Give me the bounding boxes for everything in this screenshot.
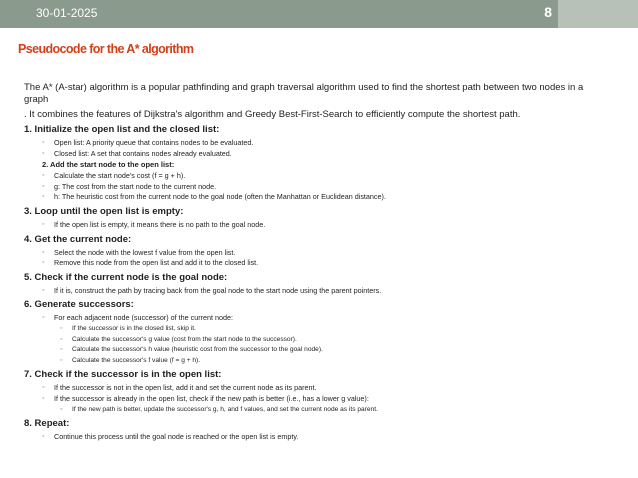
bullet-icon: ◦	[42, 149, 45, 157]
intro-line: The A* (A-star) algorithm is a popular pathfinding and graph traversal algorithm used to find the shortest path between two nodes in a	[24, 82, 584, 93]
slide-body	[24, 82, 584, 443]
sub-step-heading: 2. Add the start node to the open list:	[42, 160, 175, 170]
sub-bullet-item	[24, 405, 584, 416]
bullet-text: If the new path is better, update the successor's g, h, and f values, and set the current node as its parent.	[72, 405, 378, 413]
intro-line: graph	[24, 94, 49, 105]
sub-bullet-item	[24, 345, 584, 356]
bullet-text: If the successor is not in the open list, add it and set the current node as its parent.	[54, 383, 317, 393]
intro-line: . It combines the features of Dijkstra's algorithm and Greedy Best-First-Search to efficiently compute the shortest path.	[24, 109, 521, 120]
bullet-icon: ◦	[42, 314, 45, 322]
bullet-item	[24, 286, 584, 297]
step-heading: 5. Check if the current node is the goal node:	[24, 271, 228, 283]
steps-list	[24, 124, 584, 443]
bullet-icon: ◦	[42, 139, 45, 146]
bullet-item	[24, 383, 584, 394]
bullet-text: Calculate the start node's cost (f = g + h).	[54, 171, 186, 181]
bullet-text: Remove this node from the open list and add it to the closed list.	[54, 258, 259, 268]
bullet-item	[24, 182, 584, 193]
sub-bullet-item	[24, 356, 584, 367]
bullet-icon: ◦	[42, 259, 45, 267]
bullet-text: If it is, construct the path by tracing back from the goal node to the start node using the parent pointers.	[54, 285, 382, 295]
bullet-icon: ◦	[60, 405, 63, 413]
bullet-item	[24, 171, 584, 182]
bullet-icon: ◦	[42, 394, 45, 402]
step-heading: 7. Check if the successor is in the open list:	[24, 369, 222, 381]
bullet-icon: ◦	[42, 433, 45, 441]
bullet-icon: ◦	[60, 335, 63, 343]
bullet-text: Select the node with the lowest f value from the open list.	[54, 247, 236, 257]
bullet-item	[24, 394, 584, 405]
header-accent-strip	[558, 0, 638, 28]
sub-bullet-item	[24, 324, 584, 335]
sub-bullet-item	[24, 335, 584, 346]
bullet-icon: ◦	[60, 356, 63, 364]
bullet-item	[24, 248, 584, 259]
bullet-icon: ◦	[42, 193, 45, 201]
step-heading: 4. Get the current node:	[24, 233, 132, 245]
bullet-text: h: The heuristic cost from the current node to the goal node (often the Manhattan or Euclidean distance).	[54, 192, 386, 202]
bullet-icon: ◦	[42, 248, 45, 256]
bullet-icon: ◦	[42, 286, 45, 294]
step-heading: 1. Initialize the open list and the closed list:	[24, 124, 220, 135]
bullet-item	[24, 432, 584, 443]
bullet-item	[24, 313, 584, 324]
bullet-text: If the successor is in the closed list, skip it.	[72, 324, 196, 332]
bullet-text: For each adjacent node (successor) of the current node:	[54, 313, 233, 323]
page-number: 8	[544, 4, 552, 20]
bullet-text: If the successor is already in the open list, check if the new path is better (i.e., has a lower g value):	[54, 393, 369, 403]
bullet-icon: ◦	[42, 172, 45, 180]
bullet-text: Calculate the successor's g value (cost from the start node to the successor).	[72, 335, 297, 343]
bullet-icon: ◦	[60, 324, 63, 332]
bullet-item	[24, 149, 584, 160]
bullet-text: Calculate the successor's h value (heuristic cost from the successor to the goal node).	[72, 346, 323, 354]
bullet-text: Calculate the successor's f value (f = g + h).	[72, 356, 201, 364]
bullet-icon: ◦	[42, 220, 45, 228]
slide-title: Pseudocode for the A* algorithm	[18, 42, 194, 56]
bullet-text: Open list: A priority queue that contains nodes to be evaluated.	[54, 138, 254, 147]
bullet-icon: ◦	[42, 384, 45, 392]
bullet-text: g: The cost from the start node to the current node.	[54, 181, 217, 191]
bullet-item	[24, 138, 584, 149]
step-heading: 3. Loop until the open list is empty:	[24, 205, 184, 217]
header-bar	[0, 0, 638, 28]
bullet-icon: ◦	[60, 346, 63, 354]
bullet-text: If the open list is empty, it means there is no path to the goal node.	[54, 219, 266, 229]
slide-date: 30-01-2025	[36, 6, 98, 20]
step-heading: 8. Repeat:	[24, 418, 70, 430]
bullet-item	[24, 258, 584, 269]
bullet-text: Continue this process until the goal node is reached or the open list is empty.	[54, 432, 299, 442]
bullet-text: Closed list: A set that contains nodes already evaluated.	[54, 148, 232, 158]
step-heading: 6. Generate successors:	[24, 299, 134, 311]
bullet-icon: ◦	[42, 182, 45, 190]
bullet-item	[24, 220, 584, 231]
bullet-item	[24, 192, 584, 203]
